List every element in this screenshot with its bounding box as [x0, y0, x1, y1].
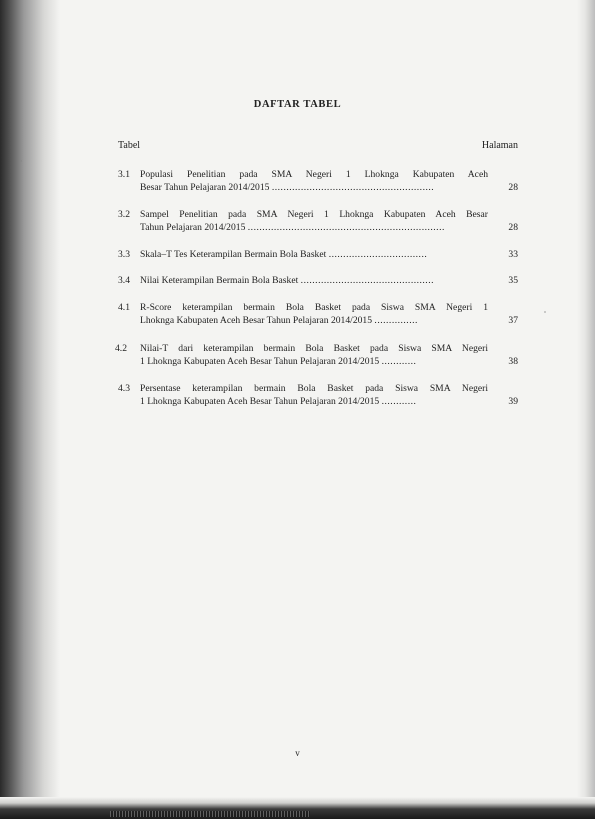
entry-page-number: 28: [508, 222, 518, 233]
scan-speck: [544, 311, 546, 313]
entry-number: 4.2: [115, 343, 127, 354]
page-title: DAFTAR TABEL: [253, 99, 342, 110]
entry-title-line: 1 Lhoknga Kabupaten Aceh Besar Tahun Pelajaran 2014/2015 ............: [140, 396, 417, 407]
entry-title-line: Populasi Penelitian pada SMA Negeri 1 Lhoknga Kabupaten Aceh: [140, 169, 488, 180]
entry-page-number: 39: [508, 396, 518, 407]
entry-number: 3.4: [118, 275, 130, 286]
entry-title-line: Persentase keterampilan bermain Bola Basket pada Siswa SMA Negeri: [140, 383, 488, 394]
toc-entry[interactable]: [118, 208, 518, 234]
entry-number: 4.3: [118, 383, 130, 394]
entry-page-number: 35: [508, 275, 518, 286]
entry-page-number: 37: [508, 315, 518, 326]
entry-number: 3.1: [118, 169, 130, 180]
entry-title-line: 1 Lhoknga Kabupaten Aceh Besar Tahun Pelajaran 2014/2015 ............: [140, 356, 417, 367]
entry-page-number: 33: [508, 249, 518, 260]
entry-page-number: 38: [508, 356, 518, 367]
toc-entry[interactable]: [118, 168, 518, 194]
entry-number: 4.1: [118, 302, 130, 313]
entry-number: 3.2: [118, 209, 130, 220]
entry-title-line: Nilai-T dari keterampilan bermain Bola Basket pada Siswa SMA Negeri: [140, 343, 488, 354]
entry-title-line: Nilai Keterampilan Bermain Bola Basket ..............................................: [140, 275, 434, 286]
entry-number: 3.3: [118, 249, 130, 260]
entry-page-number: 28: [508, 182, 518, 193]
column-header-table: Tabel: [118, 140, 141, 151]
entry-title-line: Tahun Pelajaran 2014/2015 ....................................................................: [140, 222, 445, 233]
toc-entry[interactable]: [115, 342, 518, 368]
column-header-page: Halaman: [481, 140, 518, 151]
scan-speck: [20, 160, 22, 162]
toc-entry[interactable]: [118, 248, 518, 261]
toc-entry[interactable]: [118, 301, 518, 327]
entry-title-line: Lhoknga Kabupaten Aceh Besar Tahun Pelajaran 2014/2015 ...............: [140, 315, 418, 326]
entry-title-line: Sampel Penelitian pada SMA Negeri 1 Lhoknga Kabupaten Aceh Besar: [140, 209, 488, 220]
entry-title-line: Skala–T Tes Keterampilan Bermain Bola Basket ..................................: [140, 249, 428, 260]
toc-entry[interactable]: [118, 274, 518, 287]
entry-title-line: Besar Tahun Pelajaran 2014/2015 ........................................................: [140, 182, 435, 193]
toc-entry[interactable]: [118, 382, 518, 408]
page-number-footer: v: [295, 748, 300, 758]
entry-title-line: R-Score keterampilan bermain Bola Basket pada Siswa SMA Negeri 1: [140, 302, 488, 313]
